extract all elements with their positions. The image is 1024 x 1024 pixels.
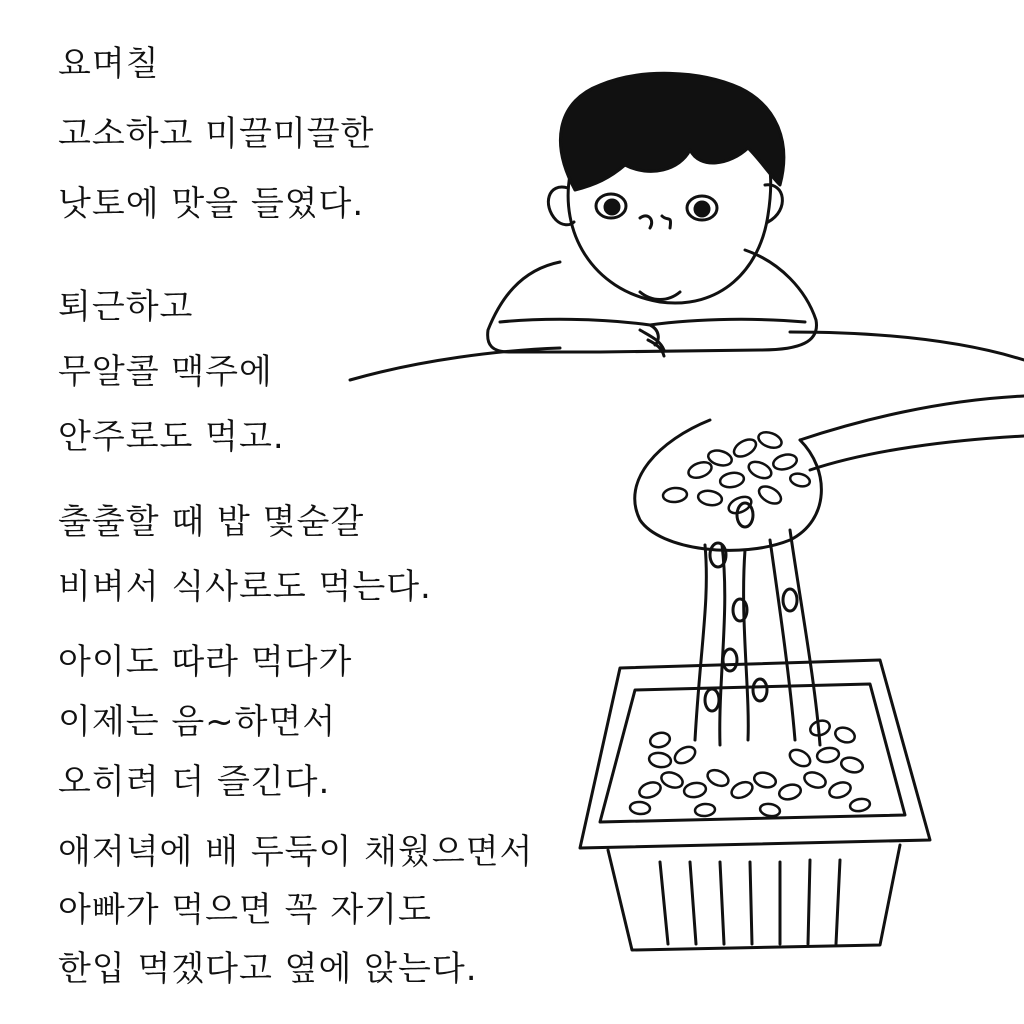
child-pupil-left [605, 200, 619, 214]
container-base [608, 845, 900, 950]
child-nose [640, 216, 671, 228]
container-ridges [660, 860, 840, 944]
text-line: 안주로도 먹고. [58, 417, 285, 457]
text-line: 오히려 더 즐긴다. [58, 762, 331, 802]
text-line: 낫토에 맛을 들였다. [58, 184, 365, 224]
beans-in-container [630, 718, 871, 818]
text-line: 아이도 따라 먹다가 [58, 642, 353, 682]
container-inner [600, 684, 905, 822]
text-line: 아빠가 먹으면 꼭 자기도 [58, 890, 432, 930]
text-line: 무알콜 맥주에 [58, 352, 273, 392]
natto-strands [695, 503, 820, 745]
text-line: 출출할 때 밥 몇숟갈 [58, 502, 365, 542]
beans-on-spoon [662, 429, 811, 516]
text-line: 한입 먹겠다고 옆에 앉는다. [58, 949, 478, 989]
text-line: 요며칠 [58, 44, 160, 84]
text-line: 애저녁에 배 두둑이 채웠으면서 [58, 832, 534, 872]
child-figure [488, 73, 817, 356]
natto-container [580, 660, 930, 950]
spoon-handle [800, 396, 1024, 470]
text-line: 고소하고 미끌미끌한 [58, 114, 375, 154]
text-line: 이제는 음~하면서 [58, 702, 337, 742]
table-edge [350, 332, 1024, 380]
spoon [635, 396, 1024, 550]
text-line: 비벼서 식사로도 먹는다. [58, 567, 432, 607]
spoon-bowl [635, 420, 822, 550]
child-pupil-right [695, 202, 709, 216]
child-hair [560, 73, 783, 190]
text-line: 퇴근하고 [58, 287, 194, 327]
